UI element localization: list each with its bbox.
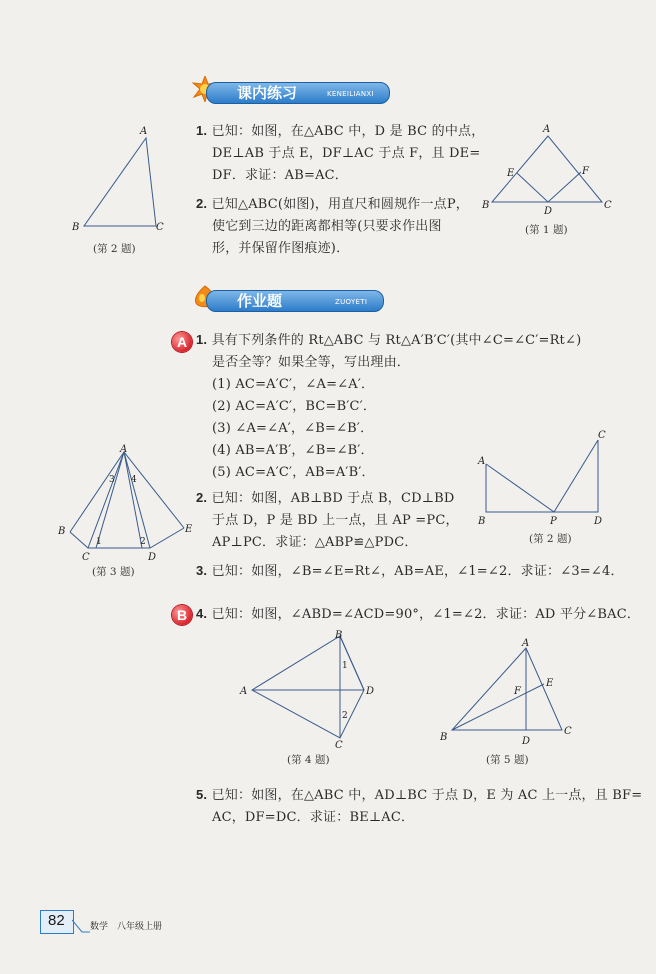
label-d: D xyxy=(522,736,531,747)
figure-caption: (第 3 题) xyxy=(92,566,135,578)
problem-s2-2: 2. 已知：如图，AB⊥BD 于点 B，CD⊥BD 于点 D，P 是 BD 上一点，且 AP =PC， AP⊥PC．求证：△ABP≌△PDC． xyxy=(196,490,459,550)
label-e: E xyxy=(546,678,554,689)
footer-rule xyxy=(72,916,92,936)
label-c: C xyxy=(82,552,90,563)
label-d: D xyxy=(148,552,157,563)
figure-caption: (第 4 题) xyxy=(287,754,330,766)
figure-caption: (第 1 题) xyxy=(525,224,568,236)
cevian-a-d xyxy=(124,452,150,548)
problem-s2-3: 3. 已知：如图，∠B=∠E=Rt∠，AB=AE，∠1=∠2．求证：∠3=∠4． xyxy=(196,563,624,579)
section-title: 课内练习 xyxy=(237,84,298,102)
segment-b-e xyxy=(452,684,544,730)
label-e: E xyxy=(185,524,193,535)
figure-caption: (第 2 题) xyxy=(93,243,136,255)
problem-s1-2: 2. 已知△ABC(如图)，用直尺和圆规作一点P， 使它到三边的距离都相等(只要求作出图 形，并保留作图痕迹)． xyxy=(196,196,470,256)
problem-s2-4: 4. 已知：如图，∠ABD=∠ACD=90°，∠1=∠2．求证：AD 平分∠BAC． xyxy=(196,606,641,622)
label-3: 3 xyxy=(109,475,115,485)
level-b-badge: B xyxy=(172,605,192,625)
label-f: F xyxy=(582,166,589,177)
label-b: B xyxy=(482,200,490,211)
label-a: A xyxy=(522,638,530,649)
label-c: C xyxy=(156,222,164,233)
base-segments xyxy=(70,528,184,548)
label-c: C xyxy=(335,740,343,751)
label-1: 1 xyxy=(96,537,102,547)
page-number: 82 xyxy=(48,912,65,929)
triangle-abc xyxy=(452,648,562,730)
label-b: B xyxy=(440,732,448,743)
cevian-a-c xyxy=(88,452,124,548)
label-f: F xyxy=(514,686,521,697)
label-1: 1 xyxy=(342,661,348,671)
problem-s1-1: 1. 已知：如图，在△ABC 中，D 是 BC 的中点， DE⊥AB 于点 E，DF⊥AC 于点 F，且 DE= DF．求证：AB=AC． xyxy=(196,123,485,183)
book-title: 数学 八年级上册 xyxy=(90,922,163,932)
sub-item: (1) AC=A′C′，∠A=∠A′． xyxy=(212,377,375,392)
label-a: A xyxy=(120,444,128,455)
sub-item: (4) AB=A′B′，∠B=∠B′． xyxy=(212,443,374,458)
figure-section2-p2 xyxy=(474,424,624,536)
label-c: C xyxy=(564,726,572,737)
figure-caption: (第 5 题) xyxy=(486,754,529,766)
label-c: C xyxy=(598,430,606,441)
figure-section1-p1 xyxy=(478,120,618,220)
sub-item: (3) ∠A=∠A′，∠B=∠B′． xyxy=(212,421,374,436)
label-a: A xyxy=(140,126,148,137)
figure-section2-p3 xyxy=(52,444,202,566)
sub-item: (5) AC=A′C′，AB=A′B′． xyxy=(212,465,375,480)
label-b: B xyxy=(478,516,486,527)
triangle-abc xyxy=(84,138,156,226)
cevian-a-2 xyxy=(124,452,142,548)
label-d: D xyxy=(544,206,553,217)
figure-caption: (第 2 题) xyxy=(529,533,572,545)
section-subtitle: ZUOYETI xyxy=(335,298,368,306)
figure-section2-p5 xyxy=(436,636,586,748)
problem-s2-5: 5. 已知：如图，在△ABC 中，AD⊥BC 于点 D，E 为 AC 上一点，且 BF= AC，DF=DC．求证：BE⊥AC． xyxy=(196,787,643,825)
label-d: D xyxy=(594,516,603,527)
label-b: B xyxy=(72,222,80,233)
label-b: B xyxy=(58,526,66,537)
figure-section2-p4 xyxy=(236,628,386,752)
figure-section1-p2 xyxy=(60,118,180,258)
label-p: P xyxy=(550,516,557,527)
perpendicular-de-df xyxy=(517,172,581,202)
section-subtitle: KENEILIANXI xyxy=(327,90,374,98)
level-a-badge: A xyxy=(172,332,192,352)
label-4: 4 xyxy=(131,475,137,485)
cevian-a-1 xyxy=(96,452,124,548)
segment-a-p-c xyxy=(486,440,598,512)
label-c: C xyxy=(604,200,612,211)
label-d: D xyxy=(366,686,375,697)
section-banner-exercises xyxy=(206,82,390,104)
section-banner-homework xyxy=(206,290,384,312)
label-2: 2 xyxy=(342,711,348,721)
sub-item: (2) AC=A′C′，BC=B′C′． xyxy=(212,399,377,414)
label-a: A xyxy=(240,686,248,697)
label-a: A xyxy=(543,124,551,135)
label-e: E xyxy=(507,168,515,179)
label-b: B xyxy=(335,630,343,641)
label-2: 2 xyxy=(140,537,146,547)
section-title: 作业题 xyxy=(237,292,283,310)
label-a: A xyxy=(478,456,486,467)
problem-s2-1: 1. 具有下列条件的 Rt△ABC 与 Rt△A′B′C′(其中∠C=∠C′=Rt∠) 是否全等？如果全等，写出理由． (1) AC=A′C′，∠A=∠A′． (2) AC=A′C′，BC=B′C′． (3) ∠A=∠A′，∠B=∠B′． (4) AB=A′B′，∠B=∠B′． (5) AC=A′C′，AB=A′B′． xyxy=(196,329,581,484)
